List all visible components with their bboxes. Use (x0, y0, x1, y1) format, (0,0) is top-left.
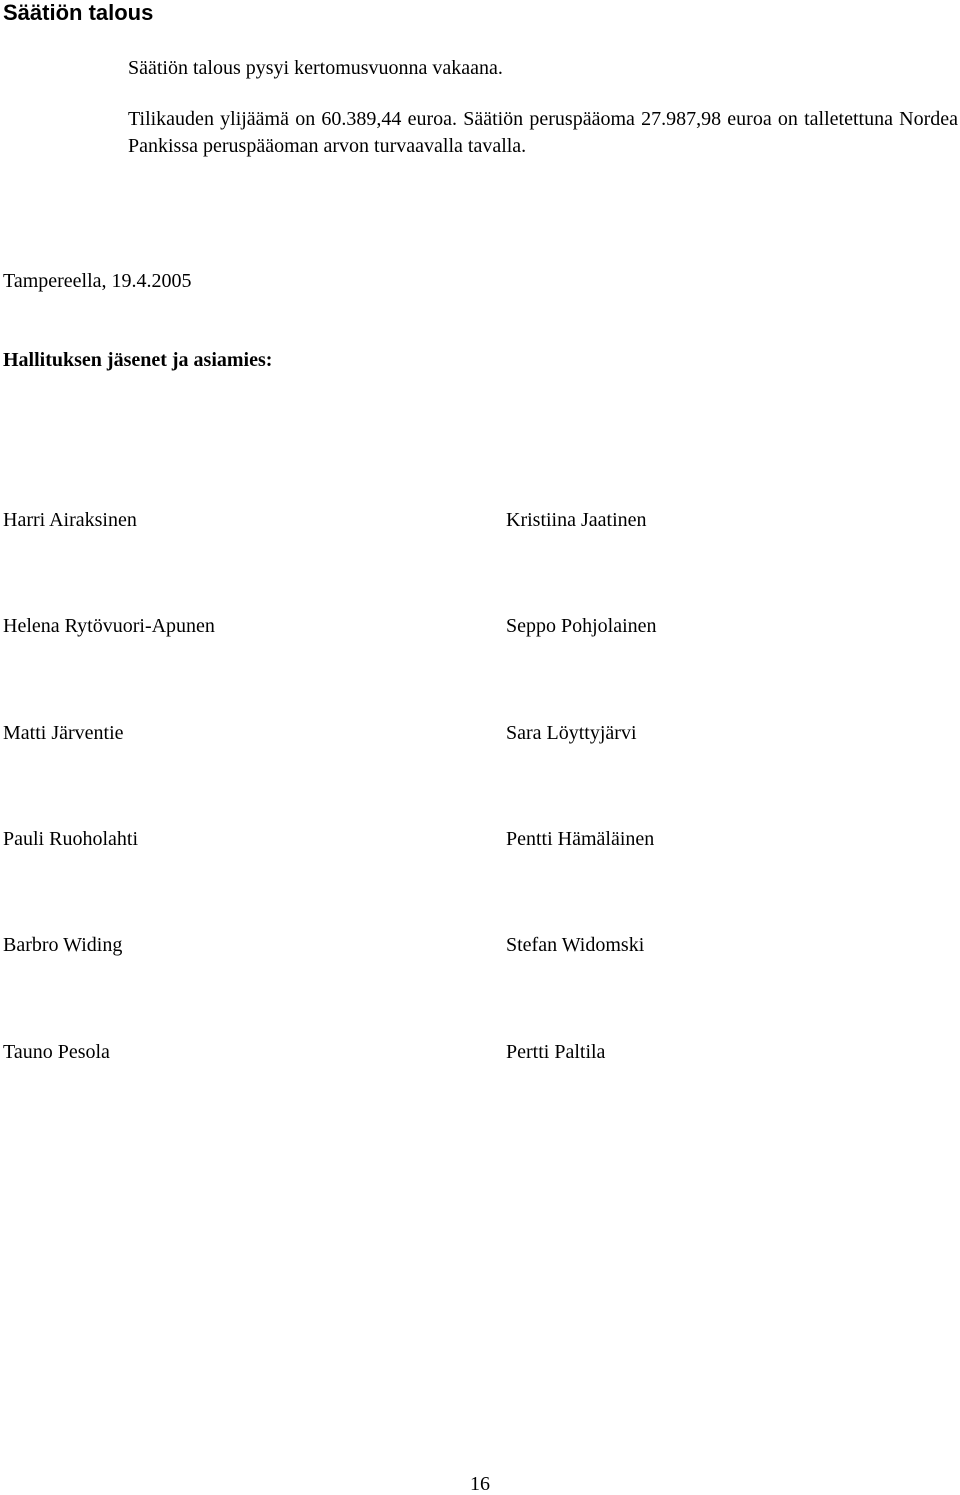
signatories-heading: Hallituksen jäsenet ja asiamies: (3, 349, 273, 371)
page-number: 16 (470, 1473, 490, 1495)
section-title: Säätiön talous (3, 0, 154, 25)
signatory-name: Pauli Ruoholahti (3, 828, 138, 850)
signatory-name: Helena Rytövuori-Apunen (3, 615, 215, 637)
signatory-name: Sara Löyttyjärvi (506, 722, 637, 744)
paragraph-economy-stable: Säätiön talous pysyi kertomusvuonna vakaana. (128, 57, 503, 79)
signatory-name: Matti Järventie (3, 722, 124, 744)
signatory-name: Seppo Pohjolainen (506, 615, 657, 637)
place-date: Tampereella, 19.4.2005 (3, 270, 192, 292)
signatory-name: Harri Airaksinen (3, 509, 137, 531)
signatory-name: Barbro Widing (3, 934, 123, 956)
signatory-name: Tauno Pesola (3, 1041, 110, 1063)
signatory-name: Pertti Paltila (506, 1041, 606, 1063)
signatory-name: Kristiina Jaatinen (506, 509, 647, 531)
paragraph-surplus-capital: Tilikauden ylijäämä on 60.389,44 euroa. Säätiön peruspääoma 27.987,98 euroa on talletettuna Nordea Pankissa peruspääoman arvon turvaavalla tavalla. (128, 108, 958, 157)
signatory-name: Stefan Widomski (506, 934, 645, 956)
signatory-name: Pentti Hämäläinen (506, 828, 655, 850)
